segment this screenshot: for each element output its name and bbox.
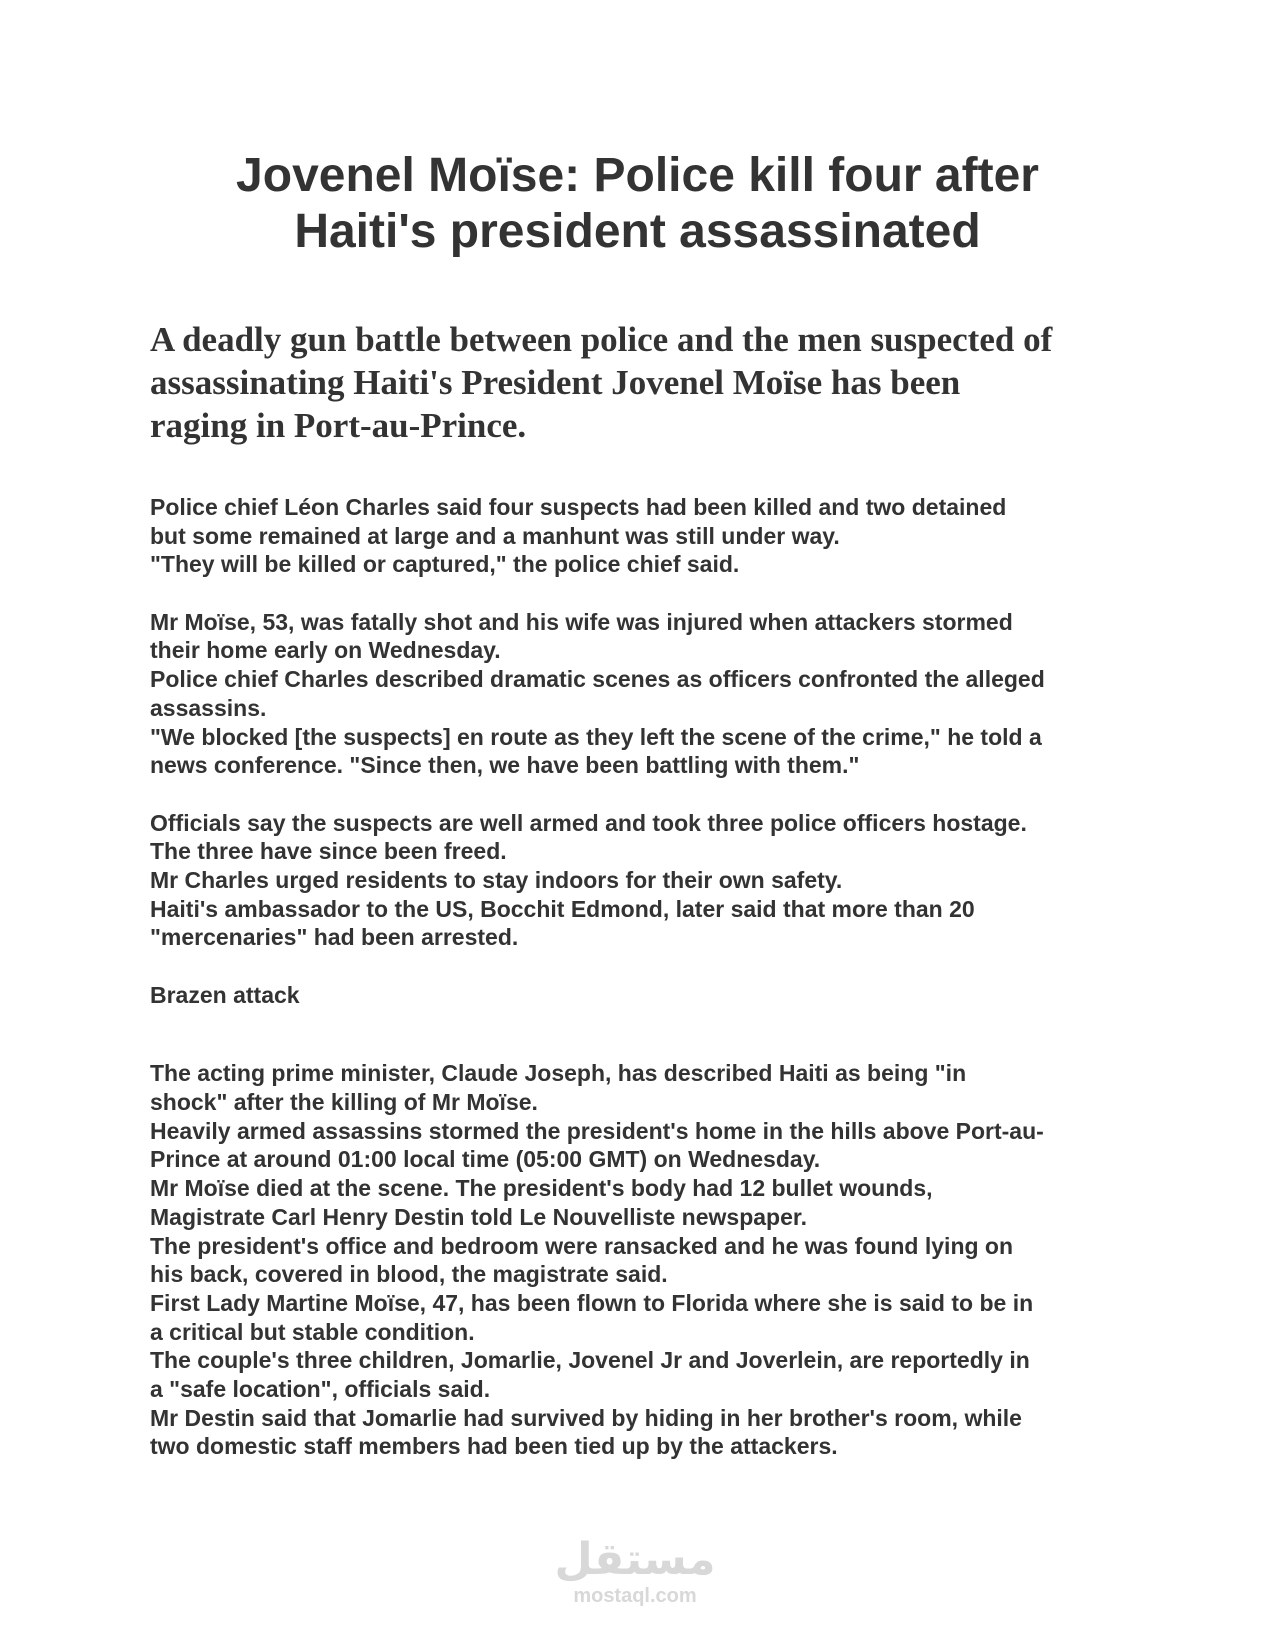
body-line: his back, covered in blood, the magistrate said. (150, 1261, 668, 1288)
lede-line: assassinating Haiti's President Jovenel Moïse has been (150, 363, 961, 402)
body-line: The couple's three children, Jomarlie, Jovenel Jr and Joverlein, are reportedly in (150, 1347, 1030, 1374)
body-line: shock" after the killing of Mr Moïse. (150, 1089, 538, 1116)
body-line: their home early on Wednesday. (150, 637, 501, 664)
body-line: Magistrate Carl Henry Destin told Le Nouvelliste newspaper. (150, 1203, 807, 1230)
article-title (150, 148, 1125, 260)
body-line: "They will be killed or captured," the police chief said. (150, 551, 740, 578)
watermark-domain: mostaql.com (573, 1585, 697, 1607)
body-line: Prince at around 01:00 local time (05:00 GMT) on Wednesday. (150, 1146, 821, 1173)
title-line: Haiti's president assassinated (294, 205, 981, 258)
paragraph-spacer (150, 780, 1150, 809)
section-subheading: Brazen attack (150, 981, 300, 1008)
article-lede (150, 318, 1140, 447)
body-line: Mr Charles urged residents to stay indoors for their own safety. (150, 866, 843, 893)
watermark-arabic: مستقل (554, 1534, 716, 1585)
body-line: but some remained at large and a manhunt was still under way. (150, 522, 840, 549)
body-line: Mr Moïse, 53, was fatally shot and his wife was injured when attackers stormed (150, 608, 1013, 635)
paragraph-spacer (150, 1009, 1150, 1059)
paragraph-4 (150, 1059, 1150, 1461)
paragraph-3 (150, 809, 1150, 952)
body-line: Officials say the suspects are well armed and took three police officers hostage. (150, 809, 1027, 836)
body-line: Police chief Léon Charles said four suspects had been killed and two detained (150, 494, 1007, 520)
lede-line: raging in Port-au-Prince. (150, 406, 527, 445)
body-line: First Lady Martine Moïse, 47, has been flown to Florida where she is said to be in (150, 1289, 1034, 1316)
body-line: assassins. (150, 694, 267, 721)
body-line: Mr Destin said that Jomarlie had survived by hiding in her brother's room, while (150, 1404, 1022, 1431)
lede-line: A deadly gun battle between police and the men suspected of (150, 320, 1053, 359)
body-line: Haiti's ambassador to the US, Bocchit Edmond, later said that more than 20 (150, 895, 975, 922)
body-line: two domestic staff members had been tied up by the attackers. (150, 1433, 838, 1460)
paragraph-1 (150, 493, 1150, 579)
paragraph-spacer (150, 952, 1150, 981)
paragraph-spacer (150, 579, 1150, 608)
body-line: Mr Moïse died at the scene. The president's body had 12 bullet wounds, (150, 1175, 933, 1202)
body-line: The president's office and bedroom were ransacked and he was found lying on (150, 1232, 1014, 1259)
watermark-logo (535, 1535, 735, 1607)
title-line: Jovenel Moïse: Police kill four after (236, 149, 1039, 202)
body-line: "We blocked [the suspects] en route as they left the scene of the crime," he told a (150, 723, 1042, 750)
body-line: news conference. "Since then, we have been battling with them." (150, 752, 860, 779)
body-line: a critical but stable condition. (150, 1318, 475, 1345)
body-line: Police chief Charles described dramatic scenes as officers confronted the alleged (150, 666, 1045, 693)
body-line: The acting prime minister, Claude Joseph, has described Haiti as being "in (150, 1060, 967, 1087)
body-line: Heavily armed assassins stormed the president's home in the hills above Port-au- (150, 1117, 1044, 1144)
article-body (150, 493, 1150, 1461)
body-line: a "safe location", officials said. (150, 1375, 491, 1402)
body-line: "mercenaries" had been arrested. (150, 924, 519, 951)
body-line: The three have since been freed. (150, 838, 507, 865)
paragraph-2 (150, 608, 1150, 780)
